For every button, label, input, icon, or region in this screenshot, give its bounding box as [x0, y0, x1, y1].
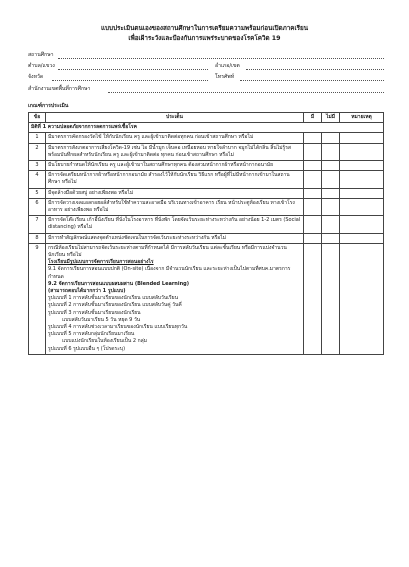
subdistrict-label: ตำบล/แขวง: [28, 63, 55, 69]
subdistrict-field[interactable]: [58, 69, 208, 70]
table-row: [29, 233, 384, 243]
row-number: 9: [29, 243, 46, 354]
row-text: มีการจัดเตรียมหน้ากากผ้าหรือหน้ากากอนามัย สำรองไว้ให้กับนักเรียน วิธีแรก หรือผู้ที่ไม่มีหน้ากากเข้ามาในสถานศึกษา หรือไม่: [46, 171, 304, 188]
form-subtitle: เพื่อเฝ้าระวังและป้องกันการแพร่ระบาดของโรคโควิด 19: [128, 35, 281, 42]
table-row: [29, 198, 384, 215]
assessment-table: [28, 112, 384, 355]
section-row: [29, 123, 384, 133]
table-row: [29, 243, 384, 354]
note-cell[interactable]: [340, 233, 384, 243]
row-number: 5: [29, 188, 46, 198]
section-title: มิติที่ 1 ความปลอดภัยจากการลดการแพร่เชื้อโรค: [29, 123, 384, 133]
no-cell[interactable]: [322, 133, 340, 143]
form-5-detail: แบบแบ่งนักเรียนในห้องเรียนเป็น 2 กลุ่ม: [62, 338, 147, 345]
province-label: จังหวัด: [28, 74, 44, 80]
no-cell[interactable]: [322, 243, 340, 354]
form-5: รูปแบบที่ 5 การสลับกลุ่มนักเรียนมาเรียน: [48, 331, 135, 338]
row-number: 4: [29, 171, 46, 188]
form-2: รูปแบบที่ 2 การสลับชั้นมาเรียนของนักเรียน แบบสลับวันคู่ วันคี่: [48, 302, 182, 309]
row9-option-2-note: (สามารถตอบได้มากกว่า 1 รูปแบบ): [48, 288, 126, 295]
header-yes: มี: [304, 113, 322, 123]
row-number: 6: [29, 198, 46, 215]
row-text: มีการทำสัญลักษณ์แสดงจุดตำแหน่งชัดเจนในการจัดเว้นระยะห่างระหว่างกัน หรือไม่: [46, 233, 304, 243]
form-title: แบบประเมินตนเองของสถานศึกษาในการเตรียมความพร้อมก่อนเปิดภาคเรียน: [100, 25, 309, 32]
row9-lead: กรณีห้องเรียนไม่สามารถจัดเว้นระยะห่างตามที่กำหนดได้ มีการสลับวันเรียน แต่ละชั้นเรียน หรือมีการแบ่งจำนวนนักเรียน หรือไม่: [48, 244, 287, 259]
phone-label: โทรศัพท์: [215, 74, 235, 80]
yes-cell[interactable]: [304, 243, 322, 354]
form-4: รูปแบบที่ 4 การสลับช่วงเวลามาเรียนของนักเรียน แบบเรียนทุกวัน: [48, 324, 188, 331]
row-text: มีจุดล้างมือด้วยสบู่ อย่างเพียงพอ หรือไม่: [46, 188, 304, 198]
yes-cell[interactable]: [304, 161, 322, 171]
no-cell[interactable]: [322, 216, 340, 233]
row-number: 7: [29, 216, 46, 233]
row-text: มีมาตรการสังเกตอาการเสี่ยงโควิด-19 เช่น ไอ มีน้ำมูก เจ็บคอ เหนื่อยหอบ หายใจลำบาก จมูกไม่ได้กลิ่น ลิ้นไม่รู้รส พร้อมบันทึกผลสำหรับนักเรียน ครู และผู้เข้ามาติดต่อ ทุกคน ก่อนเข้าสถานศึกษา หรือไม่: [46, 143, 304, 160]
district-field[interactable]: [246, 69, 384, 70]
yes-cell[interactable]: [304, 171, 322, 188]
no-cell[interactable]: [322, 233, 340, 243]
yes-cell[interactable]: [304, 133, 322, 143]
note-cell[interactable]: [340, 198, 384, 215]
no-cell[interactable]: [322, 171, 340, 188]
table-row: [29, 143, 384, 160]
table-row: [29, 216, 384, 233]
header-item: ประเด็น: [46, 113, 304, 123]
no-cell[interactable]: [322, 161, 340, 171]
row-text: มีนโยบายกำหนดให้นักเรียน ครู และผู้เข้ามาในสถานศึกษาทุกคน ต้องสวมหน้ากากผ้าหรือหน้ากากอนามัย: [46, 161, 304, 171]
table-header-row: [29, 113, 384, 123]
note-cell[interactable]: [340, 216, 384, 233]
yes-cell[interactable]: [304, 188, 322, 198]
row-text: มีการจัดโต๊ะเรียน เก้าอี้นั่งเรียน ที่นั่งในโรงอาหาร ที่นั่งพัก โดยจัดเว้นระยะห่างระหว่างกัน อย่างน้อย 1-2 เมตร (Social distancing) หรือไม่: [46, 216, 304, 233]
table-row: [29, 161, 384, 171]
table-row: [29, 171, 384, 188]
note-cell[interactable]: [340, 143, 384, 160]
note-cell[interactable]: [340, 161, 384, 171]
note-cell[interactable]: [340, 133, 384, 143]
yes-cell[interactable]: [304, 143, 322, 160]
school-field[interactable]: [58, 58, 384, 59]
table-row: [29, 133, 384, 143]
row-number: 1: [29, 133, 46, 143]
yes-cell[interactable]: [304, 216, 322, 233]
district-label: อำเภอ/เขต: [215, 63, 240, 69]
office-field[interactable]: [108, 92, 384, 93]
no-cell[interactable]: [322, 143, 340, 160]
yes-cell[interactable]: [304, 198, 322, 215]
row-text: มีมาตรการคัดกรองวัดไข้ ให้กับนักเรียน ครู และผู้เข้ามาติดต่อทุกคน ก่อนเข้าสถานศึกษา หรือไม่: [46, 133, 304, 143]
school-label: สถานศึกษา: [28, 52, 54, 58]
row-text: [46, 243, 304, 354]
phone-field[interactable]: [240, 80, 384, 81]
yes-cell[interactable]: [304, 233, 322, 243]
note-cell[interactable]: [340, 243, 384, 354]
form-3: รูปแบบที่ 3 การสลับชั้นมาเรียนของนักเรียน: [48, 309, 141, 316]
form-6: รูปแบบที่ 6 รูปแบบอื่น ๆ (โปรดระบุ): [48, 345, 126, 352]
no-cell[interactable]: [322, 198, 340, 215]
criteria-heading: เกณฑ์การประเมิน: [28, 103, 69, 109]
note-cell[interactable]: [340, 171, 384, 188]
header-note: หมายเหตุ: [340, 113, 384, 123]
row9-subhead: โรงเรียนมีรูปแบบการจัดการเรียนการสอนอย่างไร: [48, 259, 154, 266]
header-no: ข้อ: [29, 113, 46, 123]
table-row: [29, 188, 384, 198]
province-field[interactable]: [52, 80, 208, 81]
note-cell[interactable]: [340, 188, 384, 198]
no-cell[interactable]: [322, 188, 340, 198]
form-3-detail: แบบสลับวันมาเรียน 5 วัน หยุด 9 วัน: [62, 316, 141, 323]
form-1: รูปแบบที่ 1 การสลับชั้นมาเรียนของนักเรียน แบบสลับวันเรียน: [48, 295, 179, 302]
row-number: 2: [29, 143, 46, 160]
office-label: สำนักงานเขตพื้นที่การศึกษา: [28, 86, 91, 92]
row-number: 3: [29, 161, 46, 171]
row9-option-1: 9.1 จัดการเรียนการสอนแบบปกติ (On-site) เนื่องจาก มีจำนวนนักเรียน และระยะห่างเป็นไปตามที่ศบค.มาตรการกำหนด: [48, 266, 291, 280]
header-no-col: ไม่มี: [322, 113, 340, 123]
row-text: มีการจัดวางเจลแอลกอฮอล์สำหรับใช้ทำความสะอาดมือ บริเวณทางเข้าอาคาร เรียน หน้าประตูห้องเรียน ทางเข้าโรงอาหาร อย่างเพียงพอ หรือไม่: [46, 198, 304, 215]
row9-option-2: 9.2 จัดการเรียนการสอนแบบผสมผสาน (Blended Learning): [48, 280, 189, 287]
row-number: 8: [29, 233, 46, 243]
